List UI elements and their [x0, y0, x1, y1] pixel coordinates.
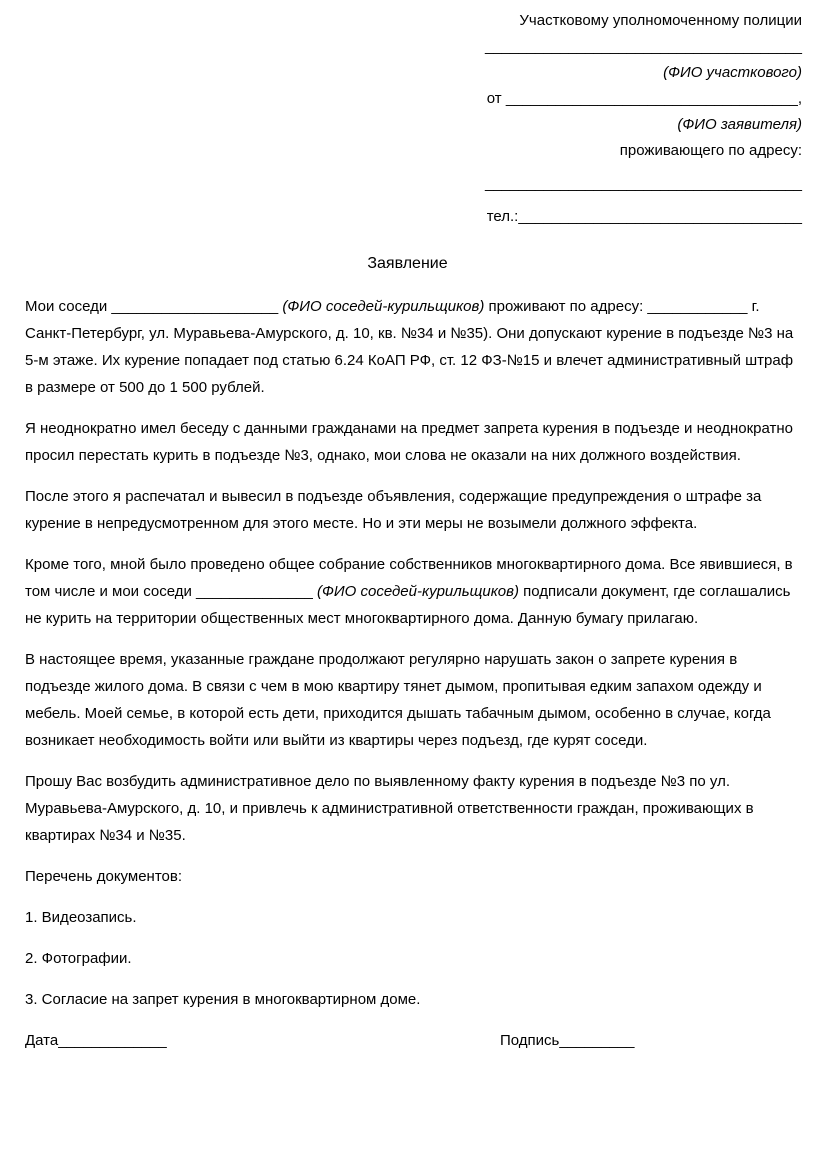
- documents-list-item-photos: 2. Фотографии.: [25, 950, 132, 967]
- signature-blank: Подпись_________: [500, 1032, 635, 1049]
- address-label: проживающего по адресу:: [619, 142, 802, 159]
- phone-blank: тел.:__________________________________: [486, 208, 802, 225]
- paragraph-owners-meeting: Кроме того, мной было проведено общее собрание собственников многоквартирного дома. Все явившиеся, в том числе и мои соседи ______________ (ФИО соседей-курильщиков) подписали документ, где соглашались не курить на территории общественных мест многоквартирного дома. Данную бумагу прилагаю.: [25, 556, 793, 627]
- paragraph-neighbors-info: Мои соседи ____________________ (ФИО соседей-курильщиков) проживают по адресу: ____________ г. Санкт-Петербург, ул. Муравьева-Амурского, д. 10, кв. №34 и №35). Они допускают курение в подъезде №3 на 5-м этаже. Их курение попадает под статью 6.24 КоАП РФ, ст. 12 ФЗ-№15 и влечет административный штраф в размере от 500 до 1 500 рублей.: [25, 298, 794, 396]
- address-blank: ______________________________________: [484, 175, 802, 192]
- applicant-from-blank: от ___________________________________,: [486, 90, 802, 107]
- documents-list-item-video: 1. Видеозапись.: [25, 909, 137, 926]
- recipient-title: Участковому уполномоченному полиции: [519, 12, 802, 29]
- recipient-name-blank: ______________________________________: [484, 38, 802, 55]
- date-blank: Дата_____________: [25, 1032, 167, 1049]
- document-title: Заявление: [367, 255, 448, 272]
- recipient-header-block: [472, 8, 802, 230]
- date-signature-row: [25, 1027, 795, 1054]
- applicant-name-hint: (ФИО заявителя): [677, 116, 802, 133]
- document-body: [25, 293, 795, 1054]
- paragraph-notices: После этого я распечатал и вывесил в подъезде объявления, содержащие предупреждения о штрафе за курение в непредусмотренном для этого месте. Но и эти меры не возымели должного эффекта.: [25, 488, 762, 532]
- documents-list-heading: Перечень документов:: [25, 868, 183, 885]
- paragraph-current-situation: В настоящее время, указанные граждане продолжают регулярно нарушать закон о запрете курения в подъезде жилого дома. В связи с чем в мою квартиру тянет дымом, пропитывая едким запахом одежду и мебель. Моей семье, в которой есть дети, приходится дышать табачным дымом, особенно в случае, когда возникает необходимость войти или выйти из квартиры через подъезд, где курят соседи.: [25, 651, 771, 749]
- paragraph-request: Прошу Вас возбудить административное дело по выявленному факту курения в подъезде №3 по ул. Муравьева-Амурского, д. 10, и привлечь к административной ответственности граждан, проживающих в квартирах №34 и №35.: [25, 773, 754, 844]
- documents-list-item-agreement: 3. Согласие на запрет курения в многоквартирном доме.: [25, 991, 421, 1008]
- recipient-name-hint: (ФИО участкового): [663, 64, 802, 81]
- paragraph-conversations: Я неоднократно имел беседу с данными гражданами на предмет запрета курения в подъезде и неоднократно просил перестать курить в подъезде №3, однако, мои слова не оказали на них должного воздействия.: [25, 420, 794, 464]
